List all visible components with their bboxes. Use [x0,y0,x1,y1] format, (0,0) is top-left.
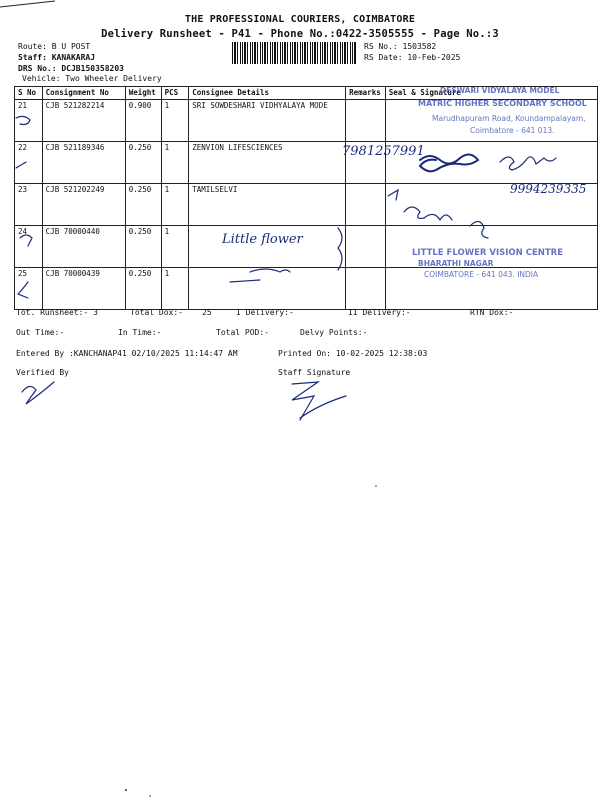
speck-mark [149,795,151,797]
staff-signature-stroke [300,396,346,418]
cell-weight: 0.250 [125,226,161,268]
cell-weight: 0.250 [125,142,161,184]
cell-consignee: TAMILSELVI [189,184,346,226]
cell-remarks [346,226,386,268]
school-stamp-line2: MATRIC HIGHER SECONDARY SCHOOL [418,99,587,108]
flower-stamp-line2: BHARATHI NAGAR [418,259,494,268]
staff-line [18,53,95,62]
in-time: In Time:- [118,328,162,337]
drs-label: DRS No.: [18,64,62,73]
cell-weight: 0.250 [125,268,161,310]
flower-stamp-line3: COIMBATORE - 641 043. INDIA [424,270,539,279]
cell-sno: 23 [15,184,43,226]
runsheet-subtitle: Delivery Runsheet - P41 - Phone No.:0422-3505555 - Page No.:3 [101,28,499,40]
handwritten-phone-row23: 9994239335 [510,182,587,196]
school-stamp-line4: Coimbatore - 641 013. [470,126,555,135]
handwritten-name-row24: Little flower [222,232,303,247]
col-header-consignee: Consignee Details [189,87,346,100]
tot-runsheet: Tot. Runsheet:- 3 [16,308,98,317]
speck-mark [125,789,127,791]
vehicle-label: Vehicle: Two Wheeler Delivery [22,74,162,83]
total-pod: Total POD:- [216,328,269,337]
total-dox-label: Total Dox:- [130,308,183,317]
company-title: THE PROFESSIONAL COURIERS, COIMBATORE [184,14,416,25]
cell-pcs: 1 [161,184,189,226]
cell-weight: 0.250 [125,184,161,226]
rtn-dox: RTN Dox:- [470,308,514,317]
col-header-remarks: Remarks [346,87,386,100]
flower-stamp-line1: LITTLE FLOWER VISION CENTRE [412,248,564,258]
col-header-consignment: Consignment No [42,87,125,100]
route-label: Route: B U POST [18,42,91,51]
barcode [232,42,356,64]
cell-pcs: 1 [161,268,189,310]
school-stamp-line3: Marudhapuram Road, Koundampalayam, [432,114,586,123]
cell-consignee [189,268,346,310]
table-row [15,226,598,268]
cell-consignment: CJB 70000439 [42,268,125,310]
drs-line [18,64,124,73]
entered-by: Entered By :KANCHANAP41 02/10/2025 11:14:47 AM [16,349,238,358]
out-time: Out Time:- [16,328,65,337]
cell-remarks [346,184,386,226]
col-header-pcs: PCS [161,87,189,100]
cell-sno: 25 [15,268,43,310]
ii-delivery: II Delivery:- [348,308,411,317]
cell-pcs: 1 [161,226,189,268]
cell-sno: 21 [15,100,43,142]
drs-value: DCJB150358203 [61,64,124,73]
col-header-weight: Weight [125,87,161,100]
cell-sno: 22 [15,142,43,184]
cell-consignment: CJB 521282214 [42,100,125,142]
school-stamp-line1: DESWARI VIDYALAYA MODEL [440,86,560,95]
corner-mark [0,0,60,8]
total-dox-value: 25 [202,308,212,317]
rs-number: RS No.: 1503582 [364,42,437,51]
cell-remarks [346,268,386,310]
cell-consignment: CJB 521202249 [42,184,125,226]
staff-signature-label: Staff Signature [278,368,351,377]
cell-pcs: 1 [161,100,189,142]
speck-mark [375,485,377,487]
delvy-points: Delvy Points:- [300,328,368,337]
i-delivery: I Delivery:- [236,308,294,317]
staff-label: Staff: [18,53,52,62]
cell-sno: 24 [15,226,43,268]
col-header-sno: S No [15,87,43,100]
handwritten-phone-row22: 7981257991 [342,144,425,159]
verified-signature [22,382,54,404]
cell-consignee: ZENVION LIFESCIENCES [189,142,346,184]
cell-consignment: CJB 70000440 [42,226,125,268]
cell-consignee: SRI SOWDESHARI VIDHYALAYA MODE [189,100,346,142]
printed-on: Printed On: 10-02-2025 12:38:03 [278,349,428,358]
cell-pcs: 1 [161,142,189,184]
cell-consignment: CJB 521189346 [42,142,125,184]
table-row [15,142,598,184]
cell-weight: 0.900 [125,100,161,142]
col-header-seal: Seal & Signature [385,87,597,100]
verified-by-label: Verified By [16,368,69,377]
rs-date: RS Date: 10-Feb-2025 [364,53,461,62]
staff-value: KANAKARAJ [51,53,96,62]
cell-remarks [346,100,386,142]
staff-signature [292,382,318,420]
